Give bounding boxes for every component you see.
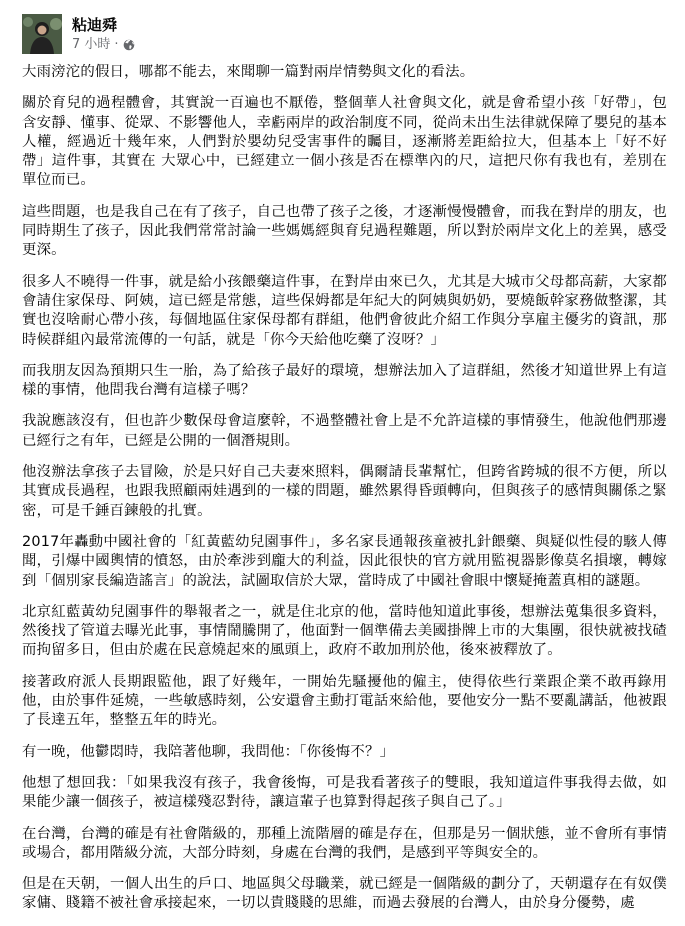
- globe-icon[interactable]: [123, 39, 135, 51]
- post-paragraph: 大雨滂沱的假日，哪都不能去，來聞聊一篇對兩岸情勢與文化的看法。: [22, 64, 475, 80]
- post-meta: [72, 36, 135, 54]
- post-header: [22, 11, 135, 57]
- post-paragraph: 他沒辦法拿孩子去冒險，於是只好自己夫妻來照料，偶爾請長輩幫忙，但跨省跨城的很不方便，所以其實成長過程，也跟我照顧兩娃遇到的一樣的問題，雖然累得昏頭轉向，但與孩子的感情與關係之緊密，可是千錘百鍊般的扎實。: [22, 464, 667, 519]
- author-avatar[interactable]: [22, 14, 62, 54]
- avatar-photo-icon: [22, 14, 62, 54]
- post-paragraph: 很多人不曉得一件事，就是給小孩餵藥這件事，在對岸由來已久，尤其是大城市父母都高薪，大家都會請住家保母、阿姨，這已經是常態，這些保姆都是年紀大的阿姨與奶奶，要燒飯幹家務做整潔，其實也沒啥耐心帶小孩，每個地區住家保母都有群組，他們會彼此介紹工作與分享雇主優劣的資訊，那時候群組內最常流傳的一句話，就是「你今天給他吃藥了沒呀？」: [22, 273, 667, 348]
- author-name[interactable]: 粘迪舜: [72, 15, 118, 34]
- meta-separator: ·: [114, 36, 119, 52]
- post-paragraph: 在台灣，台灣的確是有社會階級的，那種上流階層的確是存在，但那是另一個狀態，並不會所有事情或場合，都用階級分流，大部分時刻，身處在台灣的我們，是感到平等與安全的。: [22, 825, 667, 861]
- post-paragraph: 北京紅藍黃幼兒園事件的舉報者之一，就是住北京的他，當時他知道此事後，想辦法蒐集很多資料，然後找了管道去曝光此事，事情鬧騰開了，他面對一個準備去美國掛牌上市的大集團，很快就被找碴而拘留多日，但由於處在民意燒起來的風頭上，政府不敢加刑於他，後來被釋放了。: [22, 603, 667, 659]
- post-body: [22, 63, 667, 926]
- post-paragraph: 接著政府派人長期跟監他，跟了好幾年，一開始先騷擾他的僱主，使得依些行業跟企業不敢再錄用他，由於事件延燒，一些敏感時刻，公安還會主動打電話來給他，要他安分一點不要亂講話，他被跟了長達五年，整整五年的時光。: [22, 673, 667, 729]
- post-paragraph: 2017年轟動中國社會的「紅黃藍幼兒園事件」，多名家長通報孩童被扎針餵藥、與疑似性侵的駭人傳聞，引爆中國輿情的憤怒，由於牽涉到龐大的利益，因此很快的官方就用監視器影像莫名損壞，轉嫁到「個別家長編造謠言」的說法，試圖取信於大眾，當時成了中國社會眼中懷疑掩蓋真相的謎題。: [22, 533, 667, 589]
- author-block: [72, 15, 135, 54]
- post-paragraph: 有一晚，他鬱悶時，我陪著他聊，我問他：「你後悔不？」: [22, 743, 395, 760]
- post-paragraph: 關於育兒的過程體會，其實說一百遍也不厭倦，整個華人社會與文化，就是會希望小孩「好帶」，包含安靜、懂事、從眾、不影響他人，幸虧兩岸的政治制度不同，從尚未出生法律就保障了嬰兒的基本人權，經過近十幾年來，人們對於嬰幼兒受害事件的矚目，逐漸將差距給拉大，但基本上「好不好帶」這件事，其實在 大眾心中，已經建立一個小孩是否在標準內的尺，這把尺你有我也有，差別在單位而已。: [22, 95, 667, 189]
- post-paragraph: 我說應該沒有，但也許少數保母會這麼幹，不過整體社會上是不允許這樣的事情發生，他說他們那邊已經行之有年，已經是公開的一個潛規則。: [22, 413, 667, 449]
- post-paragraph: 這些問題，也是我自己在有了孩子，自己也帶了孩子之後，才逐漸慢慢體會，而我在對岸的朋友，也同時期生了孩子，因此我們常常討論一些媽媽經與育兒過程難題，所以對於兩岸文化上的差異，感受更深。: [22, 203, 667, 259]
- post-paragraph: 但是在天朝，一個人出生的戶口、地區與父母職業，就已經是一個階級的劃分了，天朝還存在有奴僕家傭、賤籍不被社會承接起來，一切以貴賤賤的思維，而過去發展的台灣人，由於身分優勢，處: [22, 876, 667, 912]
- post-paragraph: 他想了想回我：「如果我沒有孩子，我會後悔，可是我看著孩子的雙眼，我知道這件事我得去做，如果能少讓一個孩子，被這樣殘忍對待，讓這輩子也算對得起孩子與自己了。」: [22, 774, 667, 811]
- post-timestamp[interactable]: 7 小時: [72, 36, 111, 52]
- post-paragraph: 而我朋友因為預期只生一胎，為了給孩子最好的環境，想辦法加入了這群組，然後才知道世界上有這樣的事情，他問我台灣有這樣子嗎？: [22, 362, 667, 399]
